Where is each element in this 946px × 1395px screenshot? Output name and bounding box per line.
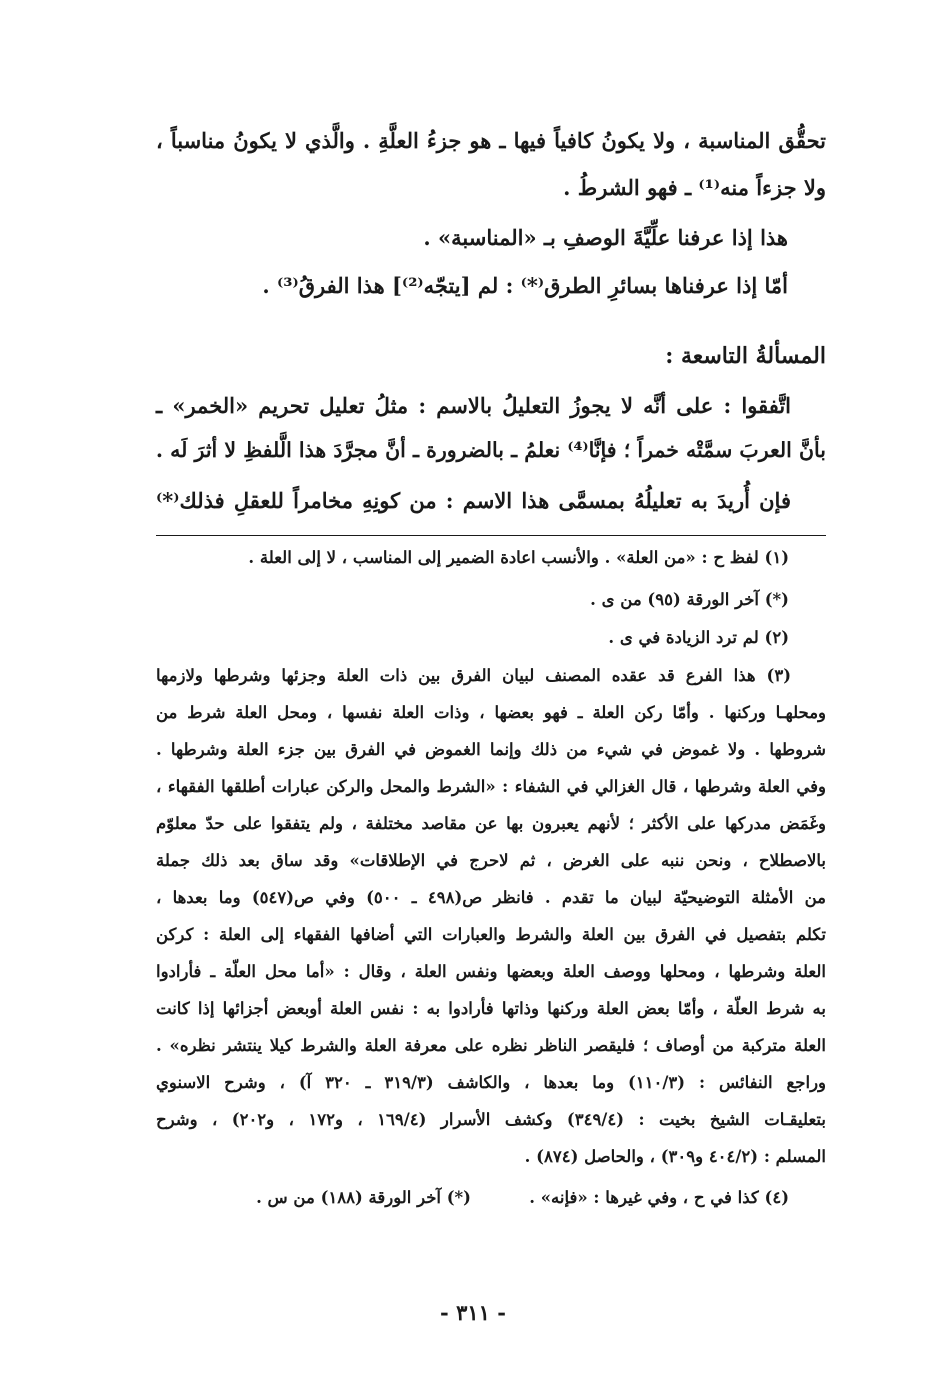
footnote-3-line: من الأمثلة التوضيحيّة لبيان ما تقدم . فانظر ص(٤٩٨ ـ ٥٠٠) وفي ص(٥٤٧) وما بعدها ، xyxy=(156,888,826,907)
footnote-3-line: العلة متركبة من أوصاف ؛ فليقصر الناظر نظره على معرفة العلة والشرط كيلا ينتشر نظره» . xyxy=(156,1036,826,1055)
main-text-line-6: بأنَّ العربَ سمَّتْه خمراً ؛ فإنَّا⁽⁴⁾ نعلمُ ـ بالضرورة ـ أنَّ مجرَّدَ هذا الَّلفظِ لا أثرَ لَه . xyxy=(155,438,826,462)
footnote-3-line: وغَمَض مدركها على الأكثر ؛ لأنهم يعبرون بها عن مقاصد مختلفة ، ولم يتفقوا على حدّ معلوّم xyxy=(156,814,826,833)
footnote-3-line: وراجع النفائس : (١١٠/٣) وما بعدها ، والكاشف (٣١٩/٣ ـ ٣٢٠ آ) ، وشرح الاسنوي xyxy=(156,1073,827,1092)
footnote-3-line: به شرط العلّة ، وأمّا بعض العلة وركنها وذاتها فأرادوا به : نفس العلة أوبعض أجزائها إذا كانت xyxy=(156,999,826,1018)
page-number: - ٣١١ - xyxy=(440,1300,506,1325)
main-text-line-1: تحقُّق المناسبة ، ولا يكونُ كافياً فيها ـ هو جزءُ العلَّةِ . والَّذي لا يكونُ مناسباً ، xyxy=(156,128,826,153)
footnote-star-1: (*) آخر الورقة (٩٥) من ى . xyxy=(590,590,789,609)
main-text-line-2: ولا جزءاً منه⁽¹⁾ ـ فهو الشرطُ . xyxy=(563,175,826,200)
footnote-3-line: بالاصطلاح ، ونحن ننبه على الغرض ، ثم لاحرج في الإطلاقات» وقد ساق بعد ذلك جملة xyxy=(156,851,826,870)
main-text-line-3: هذا إذا عرفنا علِّيَّةَ الوصفِ بـ «المناسبة» . xyxy=(423,225,788,250)
footnote-4: (٤) كذا في ح ، وفي غيرها : «فإنه» . xyxy=(529,1188,789,1207)
main-text-line-7: فإن أُريدَ به تعليلُهُ بمسمَّى هذا الاسم : من كونِهِ مخامراً للعقلِ فذلك⁽*⁾ xyxy=(156,488,791,513)
main-text-line-5: اتَّفقوا : على أنَّه لا يجوزُ التعليلُ بالاسم : مثلُ تعليل تحريم «الخمر» ـ xyxy=(156,393,792,418)
footnote-3-line: ومحلهـا وركنها . وأمّا ركن العلة ـ فهو بعضها ، وذات العلة نفسها ، ومحل العلة شرط من xyxy=(156,703,826,722)
footnote-star-2: (*) آخر الورقة (١٨٨) من س . xyxy=(256,1188,471,1207)
footnote-3-line: شروطها . ولا غموض في شيء من ذلك وإنما الغموض في الفرق بين جزء العلة وشرطها . xyxy=(156,740,826,759)
footnote-3-line: بتعليقـات الشيخ بخيت : (٣٤٩/٤) وكشف الأسرار (١٦٩/٤ ، و١٧٢ ، و٢٠٢) ، وشرح xyxy=(156,1110,826,1129)
footnote-2: (٢) لم ترد الزيادة في ى . xyxy=(608,628,789,647)
main-text-line-4: أمّا إذا عرفناها بسائرِ الطرق⁽*⁾ : لم [يتجّه⁽²⁾] هذا الفرقُ⁽³⁾ . xyxy=(262,273,788,298)
section-heading: المسألةُ التاسعة : xyxy=(665,343,826,369)
footnote-1: (١) لفظ ح : «من العلة» . والأنسب اعادة الضمير إلى المناسب ، لا إلى العلة . xyxy=(248,548,789,567)
footnote-3-line: وفي العلة وشرطها ، قال الغزالي في الشفاء : «الشرط والمحل والركن عبارات أطلقها الفقهاء ، xyxy=(156,777,826,796)
footnote-separator xyxy=(156,535,826,536)
footnote-3-line: (٣) هذا الفرع قد عقده المصنف لبيان الفرق بين ذات العلة وجزئها وشرطها ولازمها xyxy=(156,666,791,685)
footnote-3-line: المسلم : (٤٠٤/٢ و٣٠٩) ، والحاصل (٨٧٤) . xyxy=(524,1147,826,1166)
footnote-3-line: تكلم بتفصيل في الفرق بين العلة والشرط والعبارات التي أضافها الفقهاء إلى العلة : كركن xyxy=(156,925,826,944)
footnote-3-line: العلة وشرطها ، ومحلها ووصف العلة وبعضها ونفس العلة ، وقال : «أما محل العلّة ـ فأرادوا xyxy=(156,962,826,981)
